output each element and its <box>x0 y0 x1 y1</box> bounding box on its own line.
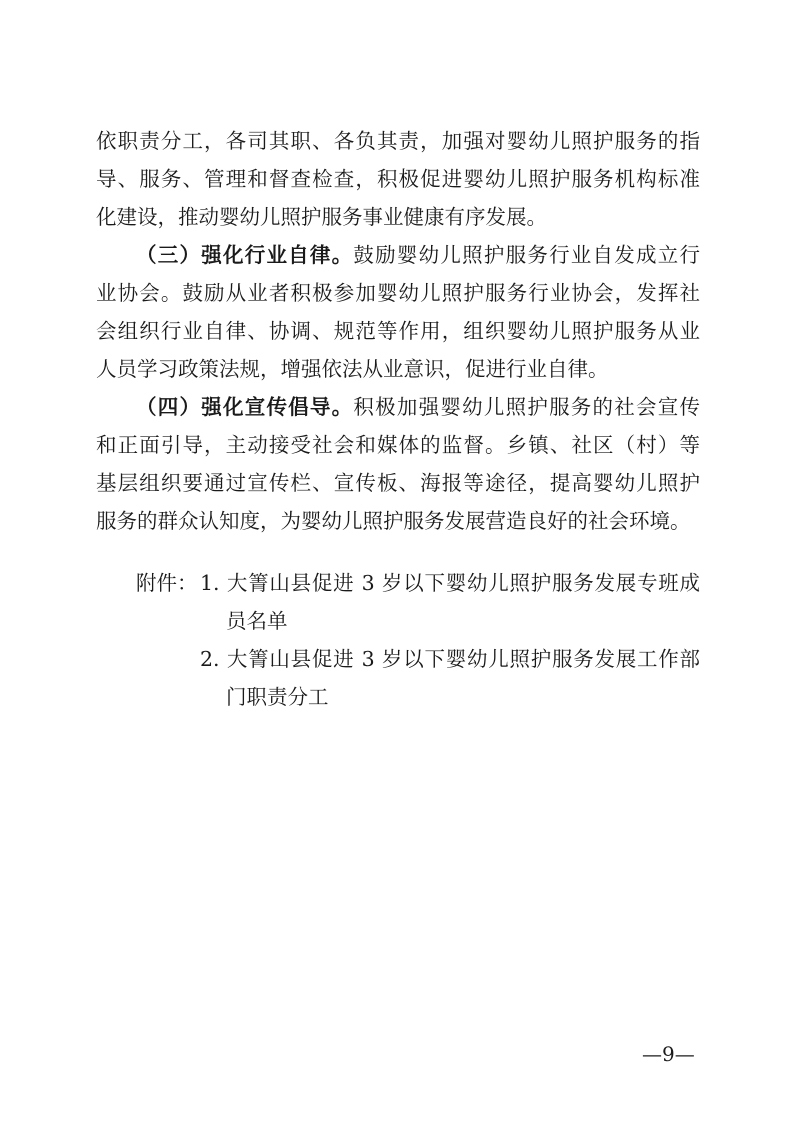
section-4-first-line <box>136 394 700 420</box>
section-4-text: 积极加强婴幼儿照护服务的社会宣传 <box>353 395 701 419</box>
section-3-first-line <box>136 242 700 268</box>
attachment-item-1-continued: 员名单 <box>226 609 288 633</box>
attachments-label: 附件： <box>136 571 198 595</box>
paragraph-line: 服务的群众认知度，为婴幼儿照护服务发展营造良好的社会环境。 <box>96 509 691 533</box>
paragraph-line: 化建设，推动婴幼儿照护服务事业健康有序发展。 <box>96 205 547 229</box>
section-4-heading: （四）强化宣传倡导。 <box>136 395 354 419</box>
paragraph-line: 和正面引导，主动接受社会和媒体的监督。乡镇、社区（村）等 <box>96 433 700 457</box>
attachment-item-2-continued: 门职责分工 <box>226 685 329 709</box>
attachment-item-1: 1. 大箐山县促进 3 岁以下婴幼儿照护服务发展专班成 <box>200 571 700 595</box>
section-3-heading: （三）强化行业自律。 <box>136 243 354 267</box>
paragraph-line: 依职责分工，各司其职、各负其责，加强对婴幼儿照护服务的指 <box>96 129 700 153</box>
paragraph-line: 基层组织要通过宣传栏、宣传板、海报等途径，提高婴幼儿照护 <box>96 471 700 495</box>
section-3-text: 鼓励婴幼儿照护服务行业自发成立行 <box>353 243 701 267</box>
page-number: —9— <box>642 1042 695 1066</box>
paragraph-line: 导、服务、管理和督查检查，积极促进婴幼儿照护服务机构标准 <box>96 167 700 191</box>
paragraph-line: 会组织行业自律、协调、规范等作用，组织婴幼儿照护服务从业 <box>96 319 700 343</box>
attachment-item-2: 2. 大箐山县促进 3 岁以下婴幼儿照护服务发展工作部 <box>200 647 700 671</box>
paragraph-line: 人员学习政策法规，增强依法从业意识，促进行业自律。 <box>96 357 609 381</box>
paragraph-line: 业协会。鼓励从业者积极参加婴幼儿照护服务行业协会，发挥社 <box>96 281 700 305</box>
